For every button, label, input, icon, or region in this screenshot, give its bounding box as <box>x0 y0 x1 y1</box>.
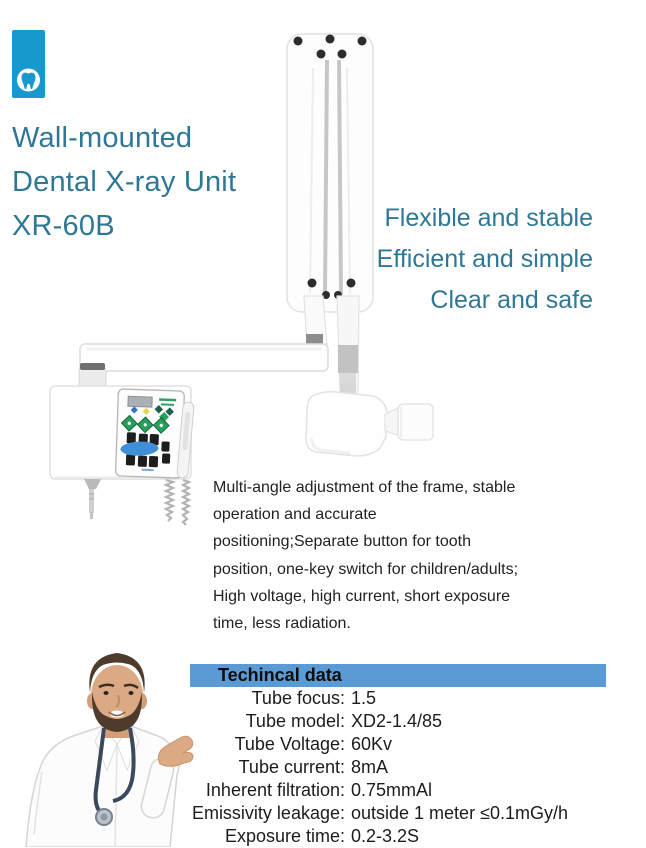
spec-value: outside 1 meter ≤0.1mGy/h <box>351 803 568 823</box>
spec-row-emissivity-leakage <box>190 802 606 825</box>
doctor-illustration <box>26 653 193 847</box>
spec-value: 1.5 <box>351 688 377 708</box>
spec-row-tube-focus <box>190 687 606 710</box>
taglines <box>377 198 593 321</box>
product-description <box>213 474 558 637</box>
spec-value: 60Kv <box>351 734 393 754</box>
spec-value: 8mA <box>351 757 389 777</box>
tagline: Efficient and simple <box>376 245 593 273</box>
description-line: positioning;Separate button for tooth <box>213 533 471 551</box>
spec-row-tube-current <box>190 756 606 779</box>
description-line: position, one-key switch for children/adults; <box>213 560 519 578</box>
spec-value: XD2-1.4/85 <box>351 711 443 731</box>
coiled-cords <box>166 480 189 525</box>
spec-label: Exposure time: <box>224 826 345 846</box>
spec-label: Tube focus: <box>251 688 345 708</box>
tube-head <box>306 383 433 456</box>
spec-label: Tube Voltage: <box>234 734 345 754</box>
xray-machine-illustration <box>50 34 433 525</box>
arm-joint-connector <box>306 334 323 344</box>
spec-label: Emissivity leakage: <box>191 803 345 823</box>
tagline: Clear and safe <box>430 286 593 314</box>
spec-row-tube-voltage <box>190 733 606 756</box>
spec-row-tube-model <box>190 710 606 733</box>
tagline: Flexible and stable <box>384 204 593 232</box>
brand-logo <box>12 30 45 98</box>
title-line: Wall-mounted <box>12 122 193 154</box>
spec-value: 0.2-3.2S <box>351 826 420 846</box>
title-line-model: XR-60B <box>12 210 115 242</box>
technical-data-table <box>190 687 606 848</box>
description-line: time, less radiation. <box>213 615 351 633</box>
description-line: operation and accurate <box>213 506 377 524</box>
product-title <box>12 116 236 248</box>
control-panel <box>115 389 184 478</box>
spec-label: Tube current: <box>238 757 345 777</box>
technical-data-header: Techincal data <box>190 664 606 687</box>
spec-value: 0.75mmAl <box>351 780 433 800</box>
tooth-position-buttons <box>121 415 169 433</box>
power-cord <box>84 479 101 519</box>
description-line: Multi-angle adjustment of the frame, stable <box>213 479 516 496</box>
spec-label: Inherent filtration: <box>205 780 345 800</box>
tooth-icon <box>12 30 45 98</box>
spec-row-inherent-filtration <box>190 779 606 802</box>
lcd-display <box>128 396 152 407</box>
description-line: High voltage, high current, short exposure <box>213 587 511 605</box>
spec-label: Tube model: <box>245 711 345 731</box>
spec-row-exposure-time <box>190 825 606 848</box>
title-line: Dental X-ray Unit <box>12 166 237 198</box>
